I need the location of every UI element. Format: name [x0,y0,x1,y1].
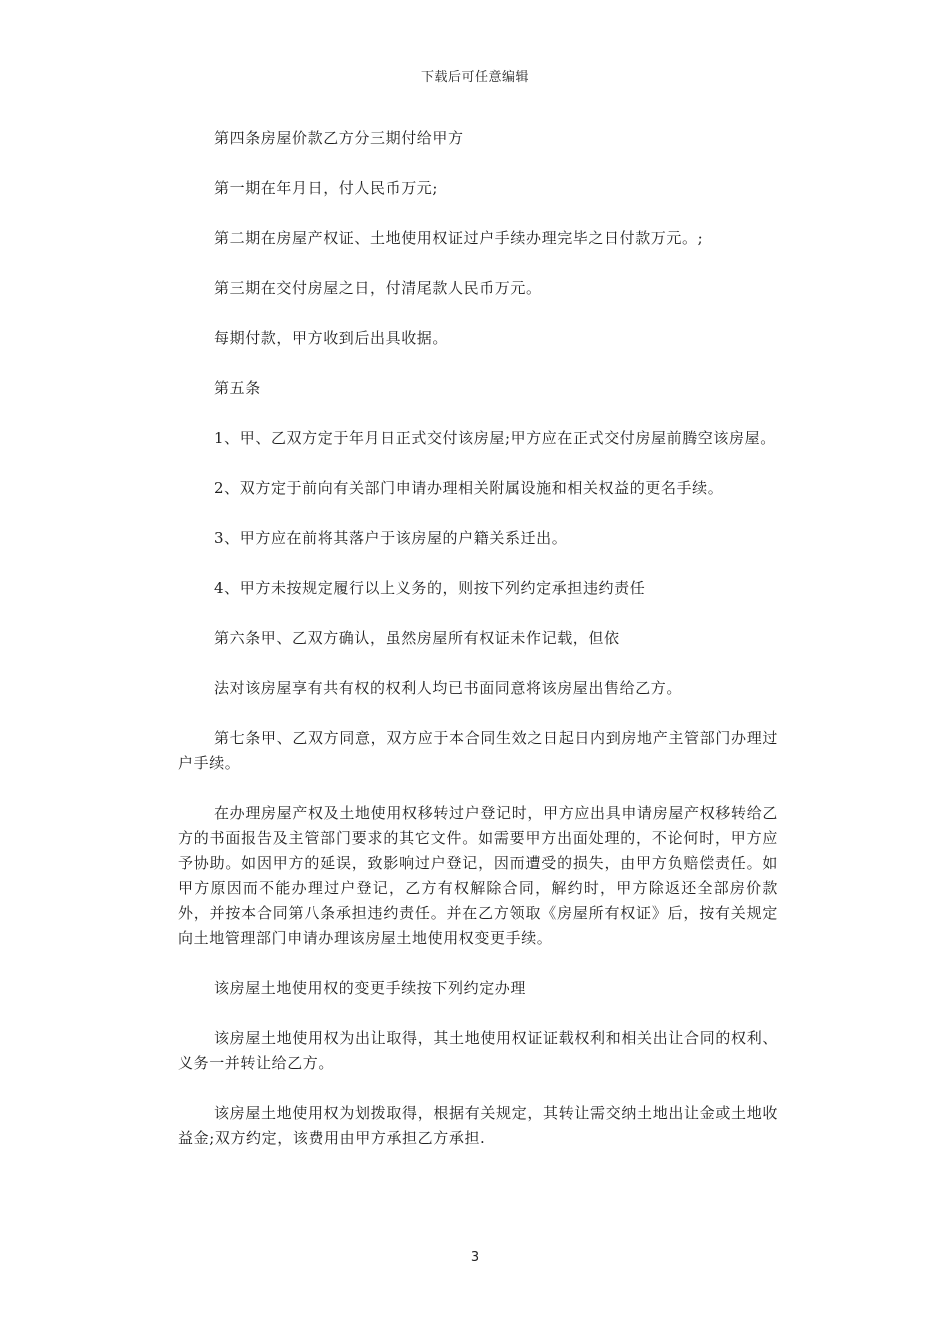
paragraph-article-6-cont: 法对该房屋享有共有权的权利人均已书面同意将该房屋出售给乙方。 [214,679,683,697]
paragraph-clause-3: 3、甲方应在前将其落户于该房屋的户籍关系迁出。 [214,529,568,547]
paragraph-payment-1: 第一期在年月日，付人民币万元; [214,179,439,197]
paragraph-clause-1: 1、甲、乙双方定于年月日正式交付该房屋;甲方应在正式交付房屋前腾空该房屋。 [214,429,776,447]
paragraph-clause-4: 4、甲方未按规定履行以上义务的，则按下列约定承担违约责任 [214,579,646,597]
paragraph-clause-2: 2、双方定于前向有关部门申请办理相关附属设施和相关权益的更名手续。 [214,479,724,497]
paragraph-land-transfer: 该房屋土地使用权为出让取得，其土地使用权证证载权利和相关出让合同的权利、义务一并转让给乙方。 [178,1029,778,1072]
paragraph-payment-3: 第三期在交付房屋之日，付清尾款人民币万元。 [214,279,542,297]
document-body [178,120,778,1151]
paragraph-land-allocation: 该房屋土地使用权为划拨取得，根据有关规定，其转让需交纳土地出让金或土地收益金;双方约定，该费用由甲方承担乙方承担. [178,1104,778,1147]
paragraph-land-use-change: 该房屋土地使用权的变更手续按下列约定办理 [214,979,527,997]
paragraph-payment-2: 第二期在房屋产权证、土地使用权证过户手续办理完毕之日付款万元。; [214,229,704,247]
paragraph-article-6: 第六条甲、乙双方确认，虽然房屋所有权证未作记载，但依 [214,629,620,647]
page-header: 下载后可任意编辑 [420,70,529,85]
paragraph-transfer-registration: 在办理房屋产权及土地使用权移转过户登记时，甲方应出具申请房屋产权移转给乙方的书面报告及主管部门要求的其它文件。如需要甲方出面处理的，不论何时，甲方应予协助。如因甲方的延误，致影响过户登记，因而遭受的损失，由甲方负赔偿责任。如甲方原因而不能办理过户登记，乙方有权解除合同，解约时，甲方除返还全部房价款外，并按本合同第八条承担违约责任。并在乙方领取《房屋所有权证》后，按有关规定向土地管理部门申请办理该房屋土地使用权变更手续。 [178,804,778,947]
page-number: 3 [470,1250,480,1265]
paragraph-article-4: 第四条房屋价款乙方分三期付给甲方 [214,129,464,147]
paragraph-receipt: 每期付款，甲方收到后出具收据。 [214,329,449,347]
paragraph-article-7: 第七条甲、乙双方同意，双方应于本合同生效之日起日内到房地产主管部门办理过户手续。 [178,729,778,772]
paragraph-article-5: 第五条 [214,379,261,397]
